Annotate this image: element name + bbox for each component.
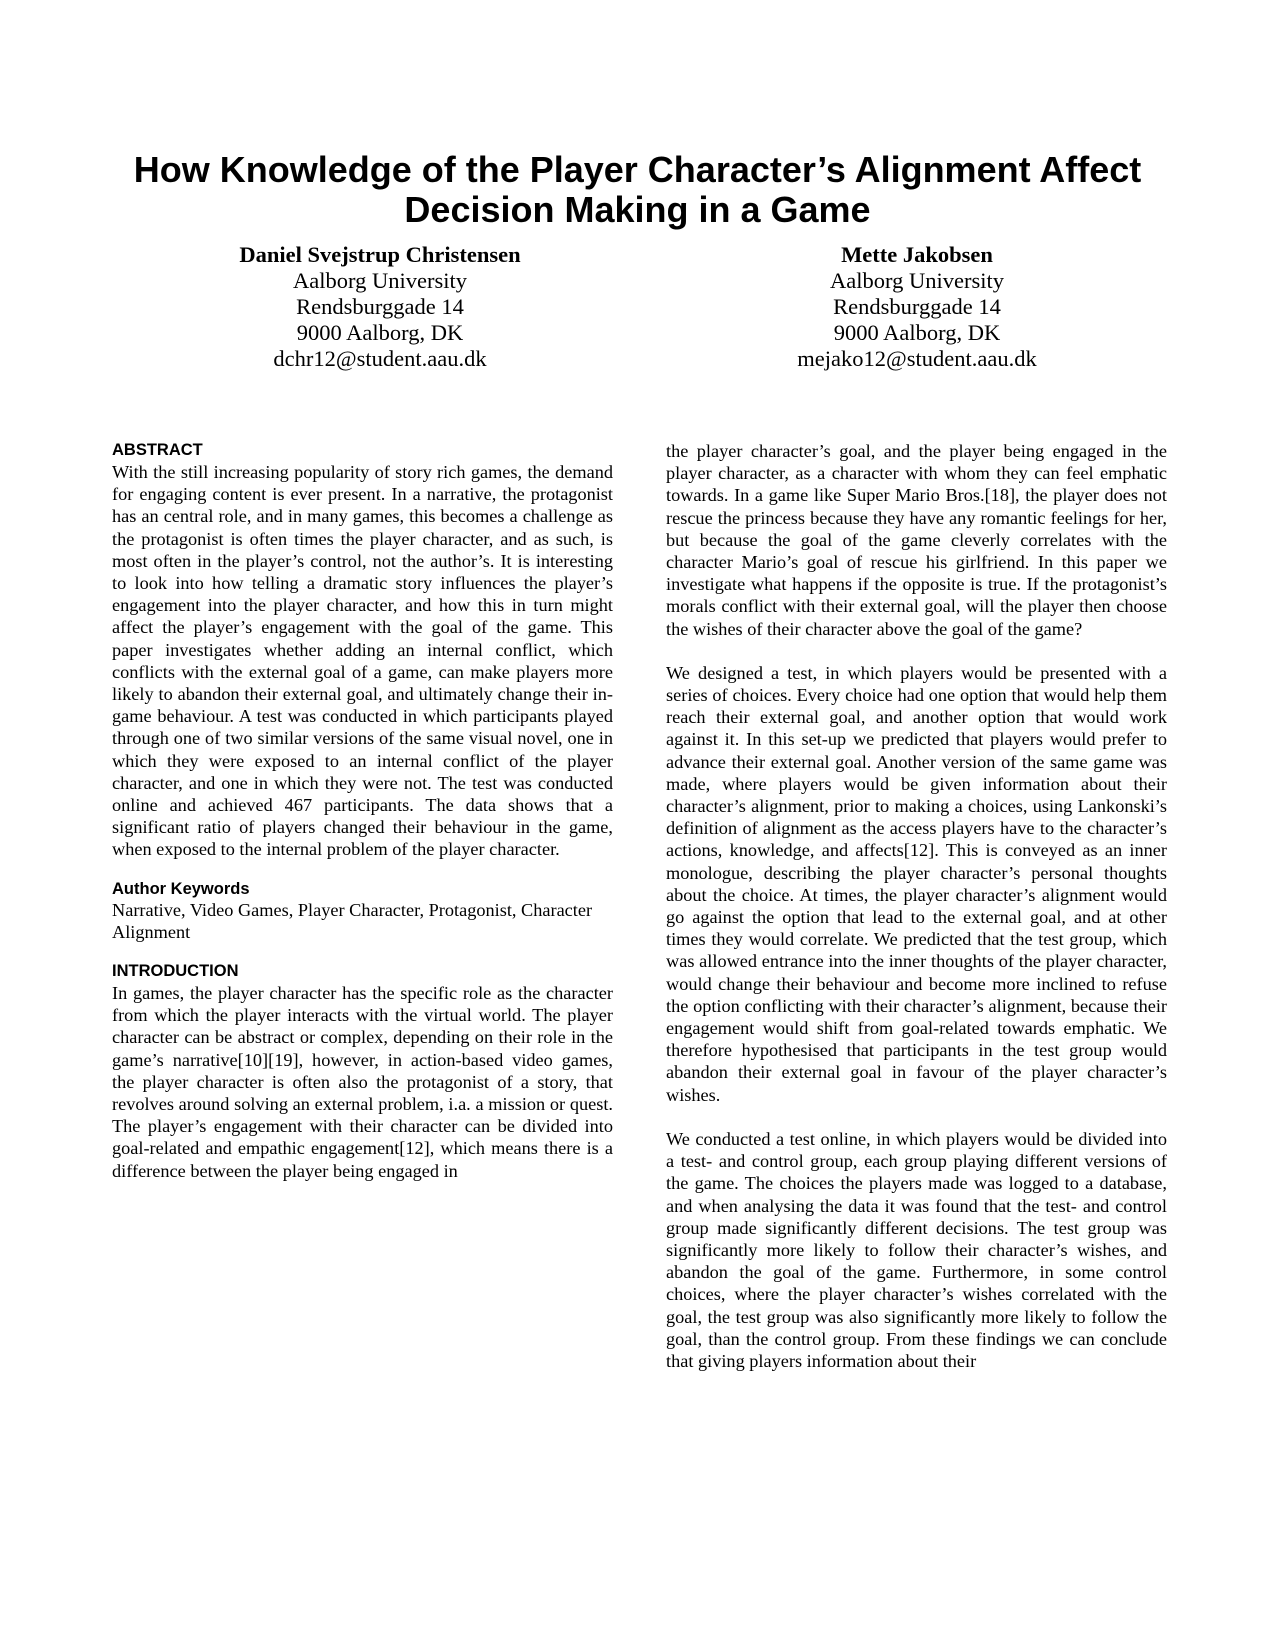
author-email: mejako12@student.aau.dk [797,346,1037,371]
author-name: Mette Jakobsen [841,242,993,267]
author-street: Rendsburggade 14 [296,294,464,319]
introduction-paragraph-3: We conducted a test online, in which players would be divided into a test- and control group, each group playing different versions of the game. The choices the players made was logged to a database, and when analysing the data it was found that the test- and control group made significantly different decisions. The test group was significantly more likely to follow their character’s wishes, and abandon the goal of the game. Furthermore, in some control choices, where the player character’s wishes correlated with the goal, the test group was also significantly more likely to follow the goal, than the control group. From these findings we can conclude that giving players information about their [666,1128,1167,1371]
introduction-paragraph-1-continued: the player character’s goal, and the player being engaged in the player character, as a character with whom they can feel emphatic towards. In a game like Super Mario Bros.[18], the player does not rescue the princess because they have any romantic feelings for her, but because the goal of the game cleverly correlates with the character Mario’s goal of rescue his girlfriend. In this paper we investigate what happens if the opposite is true. If the protagonist’s morals conflict with their external goal, will the player then choose the wishes of their character above the goal of the game? [666,441,1167,639]
author-1 [170,242,590,372]
left-column [112,440,613,1372]
introduction-section [112,961,613,1182]
introduction-paragraph-2: We designed a test, in which players would be presented with a series of choices. Every choice had one option that would help them reach their external goal, and another option that would work against it. In this set-up we predicted that players would prefer to advance their external goal. Another version of the same game was made, where players would be given information about their character’s alignment, prior to making a choices, using Lankonski’s definition of alignment as the access players have to the character’s actions, knowledge, and affects[12]. This is conveyed as an inner monologue, describing the player character’s personal thoughts about the choice. At times, the player character’s alignment would go against the option that lead to the external goal, and at other times they would correlate. We predicted that the test group, which was allowed entrance into the inner thoughts of the player character, would change their behaviour and become more inclined to refuse the option conflicting with their character’s alignment, because their engagement would shift from goal-related towards emphatic. We therefore hypothesised that participants in the test group would abandon their external goal in favour of the player character’s wishes. [666,662,1167,1105]
author-city: 9000 Aalborg, DK [296,320,464,345]
author-name: Daniel Svejstrup Christensen [239,242,521,267]
title-line-2: Decision Making in a Game [404,189,871,230]
two-column-body [112,440,1167,1372]
author-2 [707,242,1127,372]
author-email: dchr12@student.aau.dk [273,346,487,371]
abstract-text: With the still increasing popularity of story rich games, the demand for engaging content is ever present. In a narrative, the protagonist has an central role, and in many games, this becomes a challenge as the protagonist is often times the player character, and as such, is most often in the player’s control, not the author’s. It is interesting to look into how telling a dramatic story influences the player’s engagement into the player character, and how this in turn might affect the player’s engagement with the goal of the game. This paper investigates whether adding an internal conflict, which conflicts with the external goal of a game, can make players more likely to abandon their external goal, and ultimately change their in-game behaviour. A test was conducted in which participants played through one of two similar versions of the same visual novel, one in which they were exposed to an internal conflict of the player character, and one in which they were not. The test was conducted online and achieved 467 participants. The data shows that a significant ratio of players changed their behaviour in the game, when exposed to the internal problem of the player character. [112,462,613,860]
abstract-section [112,440,613,861]
author-affiliation: Aalborg University [830,268,1004,293]
author-block [110,242,1165,372]
right-column [666,440,1167,1372]
paper-title [110,150,1165,230]
keywords-section [112,879,613,943]
abstract-heading: ABSTRACT [112,441,203,459]
author-street: Rendsburggade 14 [833,294,1001,319]
introduction-heading: INTRODUCTION [112,962,239,981]
title-line-1: How Knowledge of the Player Character’s Alignment Affect [133,149,1142,190]
author-affiliation: Aalborg University [293,268,467,293]
author-city: 9000 Aalborg, DK [833,320,1001,345]
keywords-heading: Author Keywords [112,879,250,898]
keywords-text: Narrative, Video Games, Player Character, Protagonist, Character Alignment [112,899,593,942]
introduction-paragraph-1: In games, the player character has the specific role as the character from which the player interacts with the virtual world. The player character can be abstract or complex, depending on their role in the game’s narrative[10][19], however, in action-based video games, the player character is often also the protagonist of a story, that revolves around solving an external problem, i.a. a mission or quest. The player’s engagement with their character can be divided into goal-related and empathic engagement[12], which means there is a difference between the player being engaged in [112,983,613,1181]
